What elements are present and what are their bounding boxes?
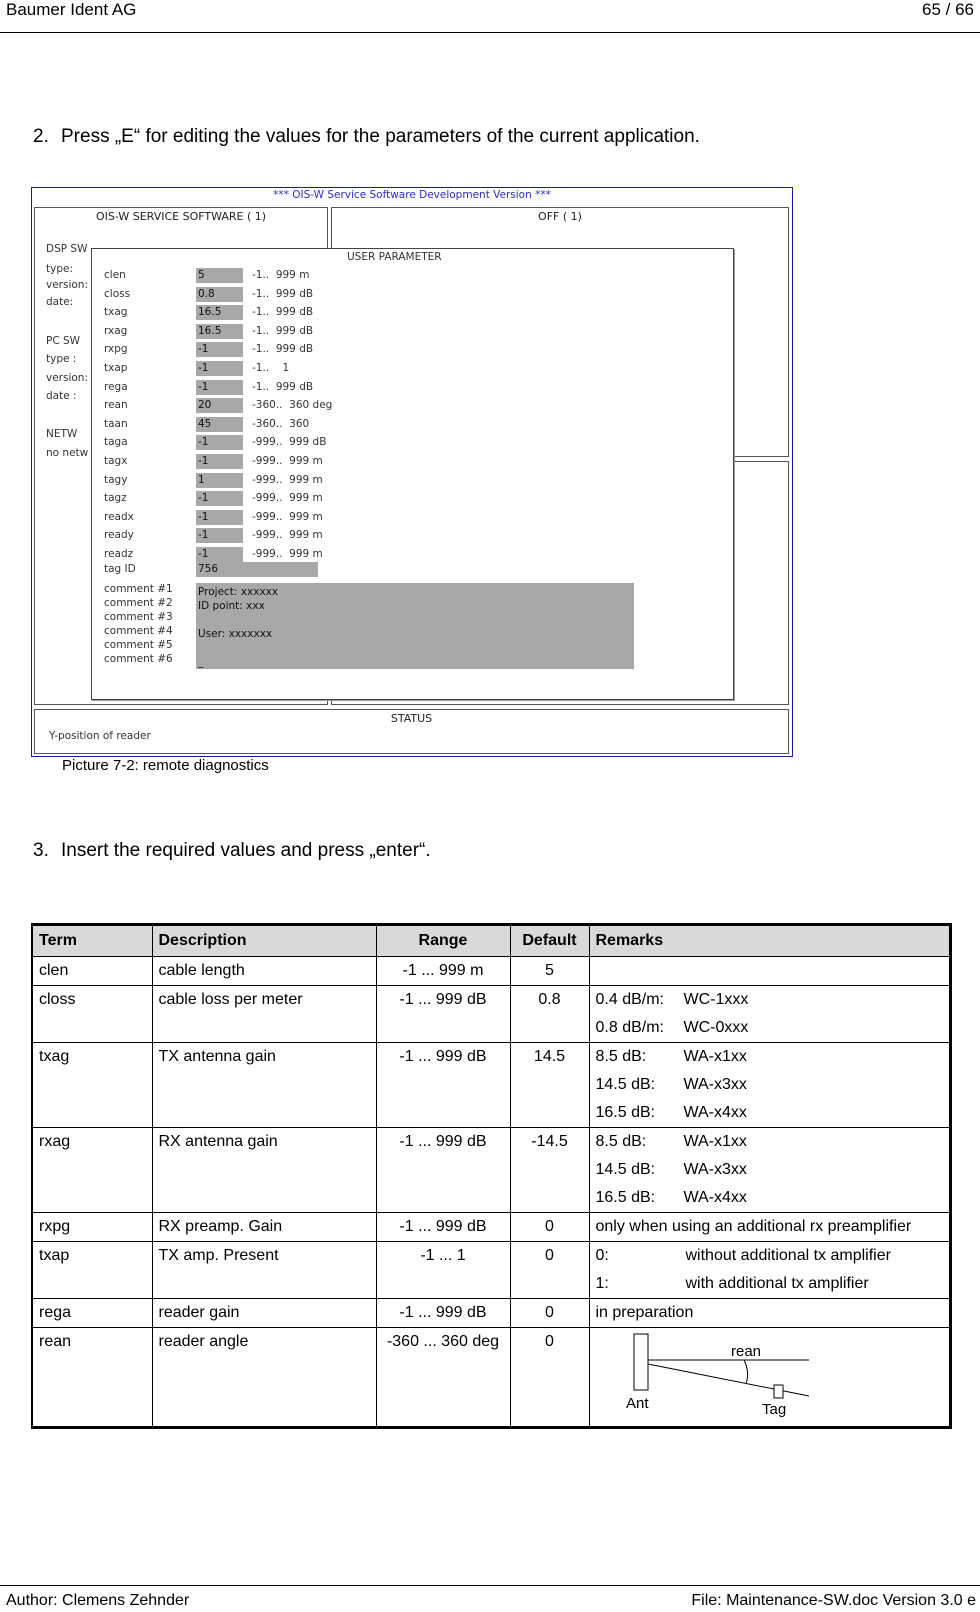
user-parameter-dialog — [91, 248, 734, 700]
left-line: PC SW — [46, 335, 81, 347]
remark-value: WC-0xxx — [683, 1019, 749, 1036]
parameter-value-field[interactable]: -1 — [196, 528, 243, 543]
cell-default: -14.5 — [510, 1128, 589, 1213]
parameter-label: tagy — [104, 473, 128, 486]
remark-key: 8.5 dB: — [595, 1048, 647, 1065]
parameter-label: taan — [104, 417, 128, 430]
header-term: Term — [32, 925, 152, 957]
file-info: File: Maintenance-SW.doc Version 3.0 e — [691, 1592, 976, 1609]
cell-default: 5 — [510, 957, 589, 986]
comment-line — [198, 613, 632, 627]
header-remarks: Remarks — [589, 925, 951, 957]
cell-remarks — [589, 986, 951, 1043]
remark-key: 16.5 dB: — [595, 1189, 656, 1206]
cell-remarks — [589, 1043, 951, 1128]
step-3-text: Insert the required values and press „enter“. — [61, 840, 431, 861]
remark-value: WA-x1xx — [683, 1048, 747, 1065]
cell-default: 0 — [510, 1242, 589, 1299]
step-2-number: 2. — [33, 126, 49, 147]
remark-value: WA-x4xx — [683, 1104, 747, 1121]
cell-term: clen — [32, 957, 152, 986]
comment-line: ID point: xxx — [198, 600, 265, 612]
parameter-range: -360.. 360 — [252, 417, 310, 430]
remark-key: 0.4 dB/m: — [595, 991, 664, 1008]
parameter-range: -1.. 1 — [252, 362, 290, 374]
left-line: version: — [46, 279, 88, 291]
remark-key: 14.5 dB: — [595, 1161, 656, 1178]
cell-description: reader angle — [152, 1328, 376, 1428]
table-row — [32, 986, 951, 1043]
step-2-text: Press „E“ for editing the values for the parameters of the current application. — [61, 126, 700, 147]
antenna-shape — [634, 1334, 648, 1390]
parameter-label: closs — [104, 287, 131, 300]
company-name: Baumer Ident AG — [6, 0, 137, 19]
cell-remarks — [589, 1328, 951, 1428]
parameter-range: -999.. 999 dB — [252, 436, 327, 449]
panel-status — [34, 709, 789, 754]
parameter-value-field[interactable]: -1 — [196, 361, 243, 376]
remark-value: without additional tx amplifier — [685, 1247, 891, 1264]
remark-value: with additional tx amplifier — [685, 1275, 869, 1292]
table-row — [32, 1242, 951, 1299]
parameter-row-tagy — [92, 472, 733, 490]
page-number: 65 / 66 — [922, 0, 974, 19]
comment-label: comment #6 — [104, 653, 173, 665]
parameter-value-field[interactable]: -1 — [196, 547, 243, 562]
parameter-value-field[interactable]: -1 — [196, 491, 243, 506]
parameter-row-closs — [92, 286, 733, 304]
comment-field[interactable] — [196, 583, 634, 669]
parameter-label: rean — [104, 399, 128, 412]
parameter-range: -999.. 999 m — [252, 492, 323, 505]
remark-key: 0.8 dB/m: — [595, 1019, 664, 1036]
remark-value: WA-x3xx — [683, 1076, 747, 1093]
parameter-label: tagz — [104, 492, 127, 505]
cell-default: 0.8 — [510, 986, 589, 1043]
cell-remarks — [589, 1128, 951, 1213]
screenshot-remote-diagnostics — [31, 187, 793, 757]
cell-default: 0 — [510, 1299, 589, 1328]
angle-line — [648, 1364, 809, 1396]
parameter-label: readz — [104, 548, 134, 560]
parameter-range: -999.. 999 m — [252, 473, 323, 486]
dialog-title: USER PARAMETER — [347, 251, 442, 263]
header-default: Default — [510, 925, 589, 957]
left-line: date : — [46, 390, 77, 402]
parameter-row-readx — [92, 509, 733, 527]
parameter-value-field[interactable]: -1 — [196, 342, 243, 357]
comment-label: comment #3 — [104, 611, 173, 623]
remark-key: 14.5 dB: — [595, 1076, 656, 1093]
cell-range: -1 ... 999 m — [376, 957, 510, 986]
parameter-value-field[interactable]: 0.8 — [196, 287, 243, 302]
parameter-range: -1.. 999 dB — [252, 306, 314, 319]
parameter-range: -999.. 999 m — [252, 548, 323, 560]
cell-default: 14.5 — [510, 1043, 589, 1128]
remark-key: 1: — [595, 1275, 609, 1292]
left-line: date: — [46, 296, 74, 308]
parameter-label: rxag — [104, 324, 128, 337]
parameter-row-rega — [92, 379, 733, 397]
angle-label: rean — [730, 1343, 761, 1360]
page-footer — [0, 1585, 980, 1612]
comment-labels — [104, 582, 173, 666]
window-title: *** OIS-W Service Software Development Version *** — [273, 189, 551, 201]
table-row — [32, 1128, 951, 1213]
cell-term: rega — [32, 1299, 152, 1328]
cell-term: rean — [32, 1328, 152, 1428]
cell-description: reader gain — [152, 1299, 376, 1328]
parameter-row-rean — [92, 397, 733, 415]
remark-value: WA-x3xx — [683, 1161, 747, 1178]
cell-description: cable loss per meter — [152, 986, 376, 1043]
left-line: no netw — [46, 447, 89, 459]
comment-label: comment #1 — [104, 583, 173, 595]
cell-description: TX amp. Present — [152, 1242, 376, 1299]
parameter-label: tagx — [104, 455, 128, 467]
cell-term: txap — [32, 1242, 152, 1299]
parameter-row-rxpg — [92, 341, 733, 359]
cell-description: TX antenna gain — [152, 1043, 376, 1128]
left-line: version: — [46, 372, 88, 384]
step-2 — [33, 126, 700, 148]
panel-off-title: OFF ( 1) — [538, 210, 582, 223]
parameter-range: -999.. 999 m — [252, 455, 323, 467]
parameter-value-field[interactable]: -1 — [196, 510, 243, 525]
parameter-value-field[interactable]: 5 — [196, 268, 243, 283]
parameter-value-field[interactable]: -1 — [196, 454, 243, 469]
cell-description: cable length — [152, 957, 376, 986]
remark-value: WA-x4xx — [683, 1189, 747, 1206]
reader-angle-diagram — [594, 1328, 834, 1424]
cell-description: RX antenna gain — [152, 1128, 376, 1213]
parameter-value-field[interactable]: 16.5 — [196, 305, 243, 320]
parameter-row-taan — [92, 416, 733, 434]
parameter-row-txag — [92, 304, 733, 322]
tag-shape — [774, 1385, 783, 1398]
parameter-range: -1.. 999 dB — [252, 343, 314, 356]
cell-range: -1 ... 999 dB — [376, 1043, 510, 1128]
comment-line — [198, 641, 632, 655]
parameter-value-field[interactable]: -1 — [196, 380, 243, 395]
remark-value: WA-x1xx — [683, 1133, 747, 1150]
header-range: Range — [376, 925, 510, 957]
parameter-label: txap — [104, 362, 128, 374]
header-description: Description — [152, 925, 376, 957]
remark-value: WC-1xxx — [683, 991, 749, 1008]
parameter-label: txag — [104, 306, 128, 319]
table-row — [32, 1213, 951, 1242]
comment-label: comment #5 — [104, 639, 173, 651]
parameter-row-txap — [92, 360, 733, 378]
figure-caption: Picture 7-2: remote diagnostics — [62, 757, 269, 774]
parameter-row-rxag — [92, 323, 733, 341]
cell-default: 0 — [510, 1213, 589, 1242]
table-header-row — [32, 925, 951, 957]
parameter-label: taga — [104, 436, 128, 449]
cell-term: closs — [32, 986, 152, 1043]
cell-term: rxag — [32, 1128, 152, 1213]
comment-line: Project: xxxxxx — [198, 586, 279, 598]
tag-id-field[interactable]: 756 — [196, 562, 318, 577]
parameter-row-clen — [92, 267, 733, 285]
parameter-range: -1.. 999 m — [252, 269, 310, 281]
parameter-row-taga — [92, 434, 733, 452]
parameter-row-tagz — [92, 490, 733, 508]
comment-line: _ — [198, 656, 204, 668]
tag-id-label: tag ID — [104, 563, 136, 575]
cell-range: -1 ... 999 dB — [376, 1299, 510, 1328]
parameter-label: ready — [104, 529, 134, 542]
left-line: NETW — [46, 428, 78, 440]
cell-range: -1 ... 999 dB — [376, 986, 510, 1043]
remark-key: 8.5 dB: — [595, 1133, 647, 1150]
status-title: STATUS — [390, 712, 433, 725]
author: Author: Clemens Zehnder — [6, 1592, 190, 1609]
parameter-row-ready — [92, 527, 733, 545]
remark-key: 0: — [595, 1247, 609, 1264]
parameter-label: rega — [104, 380, 128, 393]
parameter-range: -1.. 999 dB — [252, 380, 314, 393]
tag-label: Tag — [761, 1401, 786, 1418]
left-line: type : — [46, 353, 77, 365]
left-line: type: — [46, 263, 73, 275]
parameter-label: clen — [104, 269, 126, 281]
status-text: Y-position of reader — [49, 730, 151, 742]
comment-label: comment #2 — [104, 597, 173, 609]
step-3 — [33, 840, 431, 862]
table-row — [32, 1328, 951, 1428]
antenna-label: Ant — [625, 1395, 649, 1412]
cell-term: rxpg — [32, 1213, 152, 1242]
cell-remarks — [589, 957, 951, 986]
comment-line: User: xxxxxxx — [198, 628, 273, 640]
cell-range: -360 ... 360 deg — [376, 1328, 510, 1428]
cell-range: -1 ... 999 dB — [376, 1128, 510, 1213]
panel-service-software-title: OIS-W SERVICE SOFTWARE ( 1) — [95, 210, 267, 223]
parameter-value-field[interactable]: 20 — [196, 398, 243, 413]
parameter-range: -1.. 999 dB — [252, 287, 314, 300]
angle-arc — [744, 1360, 748, 1384]
comment-label: comment #4 — [104, 625, 173, 637]
cell-default: 0 — [510, 1328, 589, 1428]
parameter-range: -999.. 999 m — [252, 510, 323, 523]
parameter-value-field[interactable]: 16.5 — [196, 324, 243, 339]
tag-id-row — [92, 561, 733, 579]
remark-key: 16.5 dB: — [595, 1104, 656, 1121]
cell-description: RX preamp. Gain — [152, 1213, 376, 1242]
step-3-number: 3. — [33, 840, 49, 861]
cell-range: -1 ... 999 dB — [376, 1213, 510, 1242]
page-header — [0, 0, 980, 33]
cell-remarks: only when using an additional rx preamplifier — [589, 1213, 951, 1242]
parameter-row-tagx — [92, 453, 733, 471]
table-row — [32, 957, 951, 986]
parameter-value-field[interactable]: 45 — [196, 417, 243, 432]
table-row — [32, 1043, 951, 1128]
parameter-value-field[interactable]: -1 — [196, 435, 243, 450]
parameter-range: -1.. 999 dB — [252, 324, 314, 337]
cell-remarks: in preparation — [589, 1299, 951, 1328]
parameter-range: -999.. 999 m — [252, 529, 323, 542]
parameter-value-field[interactable]: 1 — [196, 473, 243, 488]
table-row — [32, 1299, 951, 1328]
parameter-table — [31, 923, 952, 1429]
cell-remarks — [589, 1242, 951, 1299]
left-line: DSP SW — [46, 243, 88, 255]
parameter-label: rxpg — [104, 343, 128, 356]
parameter-range: -360.. 360 deg — [252, 399, 333, 412]
cell-range: -1 ... 1 — [376, 1242, 510, 1299]
cell-term: txag — [32, 1043, 152, 1128]
parameter-label: readx — [104, 510, 134, 523]
